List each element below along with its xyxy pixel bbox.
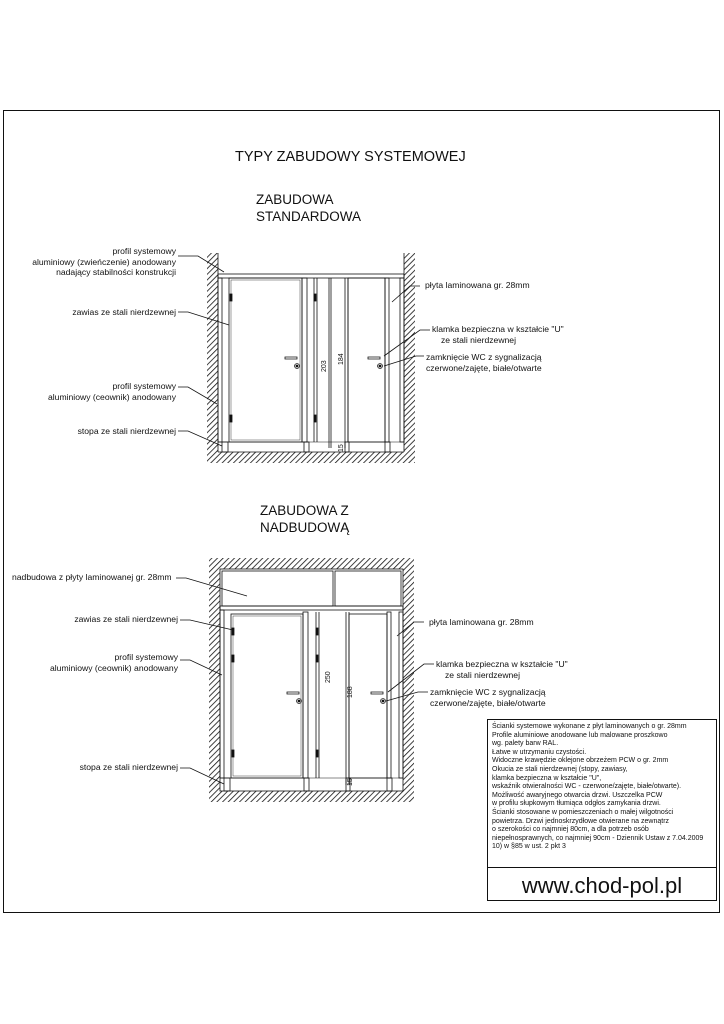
top-rail <box>220 606 403 610</box>
website-url: www.chod-pol.pl <box>487 867 717 902</box>
note-line: niepełnosprawnych, co najmniej 90cm - Dziennik Ustaw z 7.04.2009 <box>492 834 704 842</box>
note-line: 10) w §85 w ust. 2 pkt 3 <box>492 843 566 851</box>
label-profile-top: profil systemowy aluminiowy (zwieńczenie) anodowany nadający stabilności konstrukcji <box>32 246 176 278</box>
label-hinge: zawias ze stali nierdzewnej <box>72 307 176 317</box>
label-hinge-2: zawias ze stali nierdzewnej <box>74 614 178 624</box>
floor <box>207 452 415 463</box>
label-profile-side: profil systemowy aluminiowy (ceownik) anodowany <box>47 381 176 402</box>
label-handle: klamka bezpieczna w kształcie "U" ze stali nierdzewnej <box>432 324 564 345</box>
note-line: o szerokości co najmniej 80cm, a dla potrzeb osób <box>492 826 649 834</box>
ceiling <box>209 558 414 569</box>
dimension-gap: 15 <box>338 444 345 452</box>
label-foot: stopa ze stali nierdzewnej <box>77 426 176 436</box>
note-line: Profile aluminiowe anodowane lub malowane proszkowo <box>492 731 668 739</box>
section-2-title-line-2: NADBUDOWĄ <box>260 520 350 535</box>
dimension-total-height: 203 <box>321 360 328 372</box>
standard-elevation <box>207 253 415 463</box>
note-line: wg. palety barw RAL. <box>492 740 559 748</box>
label-profile-side-2: profil systemowy aluminiowy (ceownik) anodowany <box>49 652 178 673</box>
note-line: Okucia ze stali nierdzewnej (stopy, zawiasy, <box>492 766 628 773</box>
drawing-title: TYPY ZABUDOWY SYSTEMOWEJ <box>235 149 466 165</box>
door-1 <box>231 614 303 778</box>
left-wall <box>209 558 220 802</box>
label-panel: płyta laminowana gr. 28mm <box>425 280 530 290</box>
dimension-gap-2: 15 <box>347 778 354 786</box>
door-2 <box>348 278 385 442</box>
label-foot-2: stopa ze stali nierdzewnej <box>79 762 178 772</box>
note-line: powietrza. Drzwi jednoskrzydłowe otwierane na zewnątrz <box>492 817 670 825</box>
label-superstructure: nadbudowa z płyty laminowanej gr. 28mm <box>12 572 172 582</box>
dimension-door-height: 184 <box>338 353 345 365</box>
floor <box>209 791 414 802</box>
label-handle-2: klamka bezpieczna w kształcie "U" ze stali nierdzewnej <box>436 659 568 680</box>
dimension-door-height-2: 188 <box>347 686 354 698</box>
superstructure-elevation <box>209 558 414 802</box>
label-panel-2: płyta laminowana gr. 28mm <box>429 617 534 627</box>
section-1-title-line-2: STANDARDOWA <box>256 209 362 224</box>
note-line: klamka bezpieczna w kształcie "U", <box>492 774 602 782</box>
label-lock-2: zamknięcie WC z sygnalizacją czerwone/zajęte, białe/otwarte <box>430 687 546 708</box>
superstructure-panel <box>222 571 333 606</box>
note-line: Ścianki stosowane w pomieszczeniach o małej wilgotności <box>492 809 674 816</box>
door-2 <box>349 614 387 778</box>
left-wall <box>207 253 218 463</box>
note-line: Widoczne krawędzie oklejone obrzeżem PCW o gr. 2mm <box>492 757 669 765</box>
right-wall <box>403 558 414 802</box>
partition <box>302 278 307 442</box>
note-line: Możliwość awaryjnego otwarcia drzwi. Uszczelka PCW <box>492 791 663 799</box>
section-1-title-line-1: ZABUDOWA <box>256 192 334 207</box>
dimension-total-height-2: 250 <box>325 671 332 683</box>
note-line: Ścianki systemowe wykonane z płyt laminowanych o gr. 28mm <box>492 723 687 730</box>
note-line: wskaźnik otwieralności WC - czerwone/zajęte, białe/otwarte). <box>492 783 682 791</box>
door-1 <box>229 278 302 442</box>
note-line: w profilu słupkowym tłumiąca odgłos zamykania drzwi. <box>492 800 661 808</box>
label-lock: zamknięcie WC z sygnalizacją czerwone/zajęte, białe/otwarte <box>426 352 542 373</box>
top-rail <box>218 274 404 278</box>
partition <box>303 612 308 778</box>
note-line: Łatwe w utrzymaniu czystości. <box>492 748 587 756</box>
section-2-title-line-1: ZABUDOWA Z <box>260 503 349 518</box>
